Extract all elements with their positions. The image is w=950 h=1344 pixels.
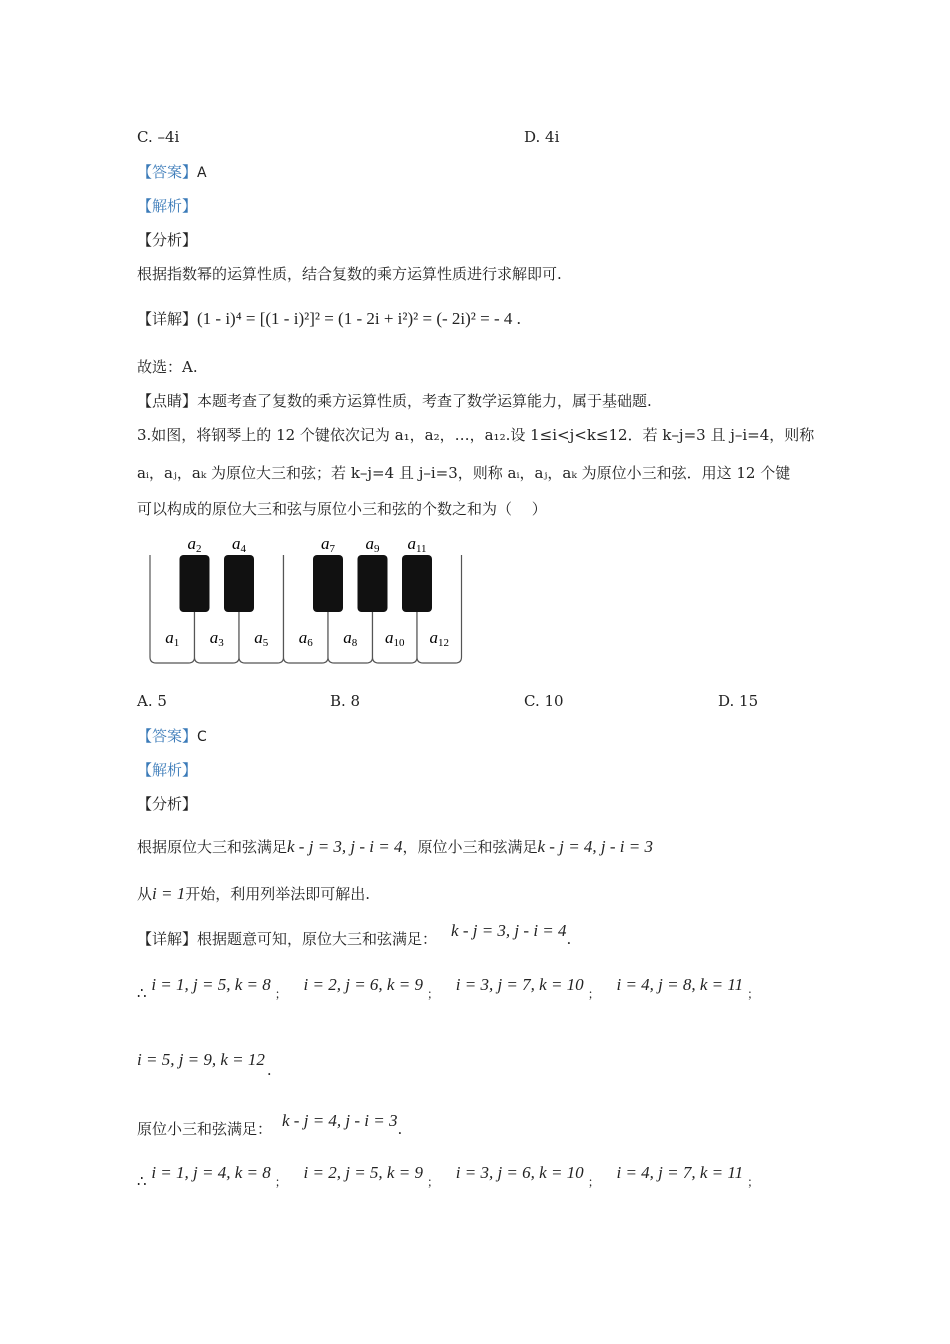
- black-key-a9: [358, 555, 388, 612]
- minor-intro-text: 原位小三和弦满足：: [137, 1120, 273, 1138]
- black-key-a7: [313, 555, 343, 612]
- minor-intro-line: [137, 1111, 403, 1139]
- q2-answer-line: [137, 161, 207, 182]
- major-condition: k - j = 3, j - i = 4: [287, 837, 403, 856]
- q3-fenxi-line2: [137, 883, 370, 904]
- minor-case-4: i = 4, j = 7, k = 11: [616, 1163, 744, 1182]
- semicolon: ；: [587, 1175, 600, 1189]
- white-key-label-a5: a5: [254, 628, 269, 649]
- fenxi-text-c: 从: [137, 885, 153, 903]
- semicolon: ；: [747, 1175, 760, 1189]
- minor-condition: k - j = 4, j - i = 3: [537, 837, 653, 856]
- answer-tag: 【答案】: [137, 727, 198, 745]
- fenxi-text-b: ，原位小三和弦满足: [402, 838, 538, 856]
- q3-option-c: C. 10: [524, 692, 564, 710]
- period: .: [397, 1120, 403, 1138]
- q3-option-b: B. 8: [330, 692, 361, 710]
- semicolon: ；: [274, 1175, 287, 1189]
- q3-stem-line3: 可以构成的原位大三和弦与原位小三和弦的个数之和为（ ）: [137, 500, 547, 518]
- q2-dianjing: 【点睛】本题考查了复数的乘方运算性质，考查了数学运算能力，属于基础题.: [137, 392, 652, 410]
- semicolon: ；: [426, 1175, 439, 1189]
- major-case-3: i = 3, j = 7, k = 10: [455, 975, 584, 994]
- q2-jiexi: 【解析】: [137, 197, 198, 215]
- black-key-label-a7: a7: [321, 534, 335, 555]
- minor-intro-condition: k - j = 4, j - i = 3: [282, 1111, 398, 1130]
- semicolon: ；: [274, 987, 287, 1001]
- xiangjie-text: 根据题意可知，原位大三和弦满足：: [197, 930, 438, 948]
- black-key-a4: [224, 555, 254, 612]
- minor-case-3: i = 3, j = 6, k = 10: [455, 1163, 584, 1182]
- q2-option-c: C. –4i: [137, 128, 180, 146]
- q3-xiangjie-line: [137, 921, 572, 949]
- major-list-last-row: [137, 1050, 272, 1079]
- black-key-a11: [402, 555, 432, 612]
- period: .: [566, 930, 572, 948]
- black-key-label-a11: a11: [407, 534, 427, 555]
- q2-fenxi-text: 根据指数幂的运算性质，结合复数的乘方运算性质进行求解即可.: [137, 265, 562, 283]
- q3-option-a: A. 5: [137, 692, 167, 710]
- semicolon: ；: [426, 987, 439, 1001]
- therefore-symbol: ∴: [137, 984, 147, 1002]
- white-key-label-a3: a3: [209, 628, 224, 649]
- q2-option-d: D. 4i: [524, 128, 560, 146]
- q3-fenxi-line1: [137, 836, 653, 857]
- q3-stem-line1: 3.如图，将钢琴上的 12 个键依次记为 a₁，a₂，…，a₁₂.设 1≤i<j<k≤12．若 k–j=3 且 j–i=4，则称: [137, 426, 815, 444]
- answer-tag: 【答案】: [137, 163, 198, 181]
- minor-list-row: [137, 1163, 760, 1190]
- major-case-1: i = 1, j = 5, k = 8: [151, 975, 271, 994]
- answer-value: C: [197, 729, 207, 745]
- xiangjie-tag: 【详解】: [137, 930, 198, 948]
- minor-case-1: i = 1, j = 4, k = 8: [151, 1163, 271, 1182]
- black-key-a2: [180, 555, 210, 612]
- q2-fenxi-heading: 【分析】: [137, 231, 198, 249]
- q3-option-d: D. 15: [718, 692, 759, 710]
- white-key-label-a10: a10: [385, 628, 405, 649]
- q3-fenxi-heading: 【分析】: [137, 795, 198, 813]
- black-key-label-a2: a2: [187, 534, 202, 555]
- black-key-label-a9: a9: [365, 534, 380, 555]
- answer-value: A: [197, 165, 207, 181]
- period: .: [266, 1061, 272, 1079]
- q2-conclusion: 故选：A.: [137, 358, 198, 376]
- minor-case-2: i = 2, j = 5, k = 9: [303, 1163, 423, 1182]
- start-condition: i = 1: [152, 884, 186, 903]
- fenxi-text-a: 根据原位大三和弦满足: [137, 838, 288, 856]
- q3-jiexi: 【解析】: [137, 761, 198, 779]
- major-case-4: i = 4, j = 8, k = 11: [616, 975, 744, 994]
- xiangjie-condition: k - j = 3, j - i = 4: [451, 921, 567, 940]
- major-list-row: [137, 975, 760, 1002]
- q2-xiangjie-line: [137, 308, 521, 329]
- white-key-label-a1: a1: [165, 628, 180, 649]
- semicolon: ；: [747, 987, 760, 1001]
- major-case-2: i = 2, j = 6, k = 9: [303, 975, 423, 994]
- semicolon: ；: [587, 987, 600, 1001]
- white-key-label-a12: a12: [429, 628, 449, 649]
- q3-answer-line: [137, 725, 207, 746]
- xiangjie-tag: 【详解】: [137, 310, 198, 328]
- xiangjie-formula: (1 - i)⁴ = [(1 - i)²]² = (1 - 2i + i²)² = (- 2i)² = - 4 .: [197, 309, 521, 328]
- white-key-label-a8: a8: [343, 628, 358, 649]
- q3-stem-line2: aᵢ，aⱼ，aₖ 为原位大三和弦；若 k–j=4 且 j–i=3，则称 aᵢ，aⱼ，aₖ 为原位小三和弦．用这 12 个键: [137, 464, 791, 482]
- major-case-5: i = 5, j = 9, k = 12: [137, 1050, 265, 1069]
- white-key-label-a6: a6: [298, 628, 313, 649]
- therefore-symbol: ∴: [137, 1172, 147, 1190]
- black-key-label-a4: a4: [232, 534, 246, 555]
- fenxi-text-d: 开始，利用列举法即可解出.: [185, 885, 370, 903]
- piano-figure: [140, 530, 470, 670]
